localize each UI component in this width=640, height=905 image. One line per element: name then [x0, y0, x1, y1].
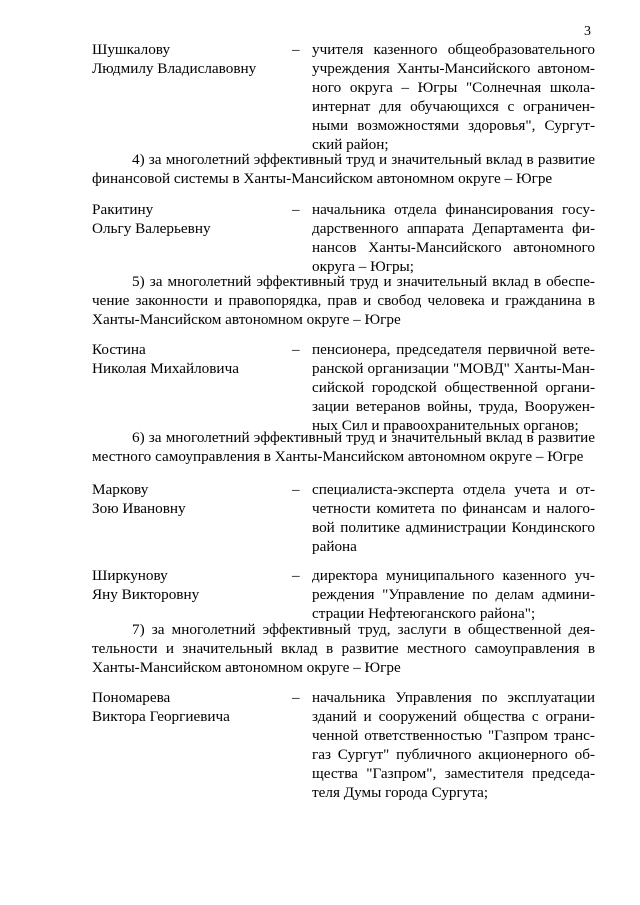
category-line: финансовой системы в Ханты-Мансийском автономном округе – Югре: [92, 170, 553, 187]
position-line: четности комитета по финансам и налого-: [312, 500, 595, 517]
position-line: ченной ответственностью "Газпром транс-: [312, 727, 595, 744]
dash-separator: –: [292, 201, 300, 218]
person-name-line: Ширкунову: [92, 567, 168, 584]
position-line: зации ветеранов войны, труда, Вооружен-: [312, 398, 595, 415]
position-line: теля Думы города Сургута;: [312, 784, 489, 801]
position-line: начальника отдела финансирования госу-: [312, 201, 595, 218]
person-name-line: Ракитину: [92, 201, 154, 218]
person-name-line: Пономарева: [92, 689, 171, 706]
person-name-line: Людмилу Владиславовну: [92, 60, 257, 77]
person-name-line: Виктора Георгиевича: [92, 708, 230, 725]
position-line: нансов Ханты-Мансийского автономного: [312, 239, 595, 256]
category-line: 4) за многолетний эффективный труд и значительный вклад в развитие: [132, 151, 595, 168]
dash-separator: –: [292, 341, 300, 358]
category-paragraph: [92, 150, 595, 188]
person-name-line: Николая Михайловича: [92, 360, 239, 377]
person-name-line: Яну Викторовну: [92, 586, 200, 603]
position-line: щества "Газпром", заместителя председа-: [312, 765, 595, 782]
person-name: [92, 688, 282, 726]
position-line: вой политике администрации Кондинского: [312, 519, 595, 536]
category-line: 6) за многолетний эффективный труд и значительный вклад в развитие: [132, 429, 595, 446]
person-position: [312, 688, 595, 802]
position-line: начальника Управления по эксплуатации: [312, 689, 595, 706]
position-line: ранской организации "МОВД" Ханты-Ман-: [312, 360, 595, 377]
person-name: [92, 40, 282, 78]
person-name-line: Шушкалову: [92, 41, 171, 58]
person-name-line: Костина: [92, 341, 146, 358]
position-line: директора муниципального казенного уч-: [312, 567, 595, 584]
position-line: учителя казенного общеобразовательного: [312, 41, 595, 58]
person-name-line: Маркову: [92, 481, 149, 498]
position-line: ными возможностями здоровья", Сургут-: [312, 117, 595, 134]
dash-separator: –: [292, 41, 300, 58]
person-position: [312, 480, 595, 556]
dash-separator: –: [292, 689, 300, 706]
position-line: ных Сил и правоохранительных органов;: [312, 417, 579, 434]
position-line: зданий и сооружений общества с ограни-: [312, 708, 595, 725]
position-line: газ Сургут" публичного акционерного об-: [312, 746, 595, 763]
person-position: [312, 40, 595, 154]
page-number: 3: [584, 24, 591, 39]
position-line: пенсионера, председателя первичной вете-: [312, 341, 595, 358]
person-name: [92, 340, 282, 378]
position-line: учреждения Ханты-Мансийского автоном-: [312, 60, 595, 77]
category-paragraph: [92, 272, 595, 329]
category-line: Ханты-Мансийском автономном округе – Югре: [92, 659, 401, 676]
category-line: 5) за многолетний эффективный труд и значительный вклад в обеспе-: [132, 273, 595, 290]
category-line: тельности и значительный вклад в развитие местного самоуправления в: [92, 640, 595, 657]
person-name: [92, 200, 282, 238]
person-name: [92, 566, 282, 604]
position-line: интернат для обучающихся с ограничен-: [312, 98, 595, 115]
position-line: страции Нефтеюганского района";: [312, 605, 536, 622]
position-line: сийской городской общественной органи-: [312, 379, 595, 396]
position-line: дарственного аппарата Департамента фи-: [312, 220, 595, 237]
category-line: Ханты-Мансийском автономном округе – Югре: [92, 311, 401, 328]
category-paragraph: [92, 428, 595, 466]
person-position: [312, 566, 595, 623]
position-line: ного округа – Югры "Солнечная школа-: [312, 79, 595, 96]
person-position: [312, 340, 595, 435]
position-line: района: [312, 538, 357, 555]
position-line: ский район;: [312, 136, 389, 153]
position-line: реждения "Управление по делам админи-: [312, 586, 595, 603]
category-line: местного самоуправления в Ханты-Мансийском автономном округе – Югре: [92, 448, 584, 465]
category-paragraph: [92, 620, 595, 677]
position-line: специалиста-эксперта отдела учета и от-: [312, 481, 595, 498]
person-name: [92, 480, 282, 518]
person-position: [312, 200, 595, 276]
category-line: чение законности и правопорядка, прав и свобод человека и гражданина в: [92, 292, 595, 309]
category-line: 7) за многолетний эффективный труд, заслуги в общественной дея-: [132, 621, 595, 638]
position-line: округа – Югры;: [312, 258, 414, 275]
dash-separator: –: [292, 567, 300, 584]
person-name-line: Зою Ивановну: [92, 500, 186, 517]
person-name-line: Ольгу Валерьевну: [92, 220, 211, 237]
dash-separator: –: [292, 481, 300, 498]
